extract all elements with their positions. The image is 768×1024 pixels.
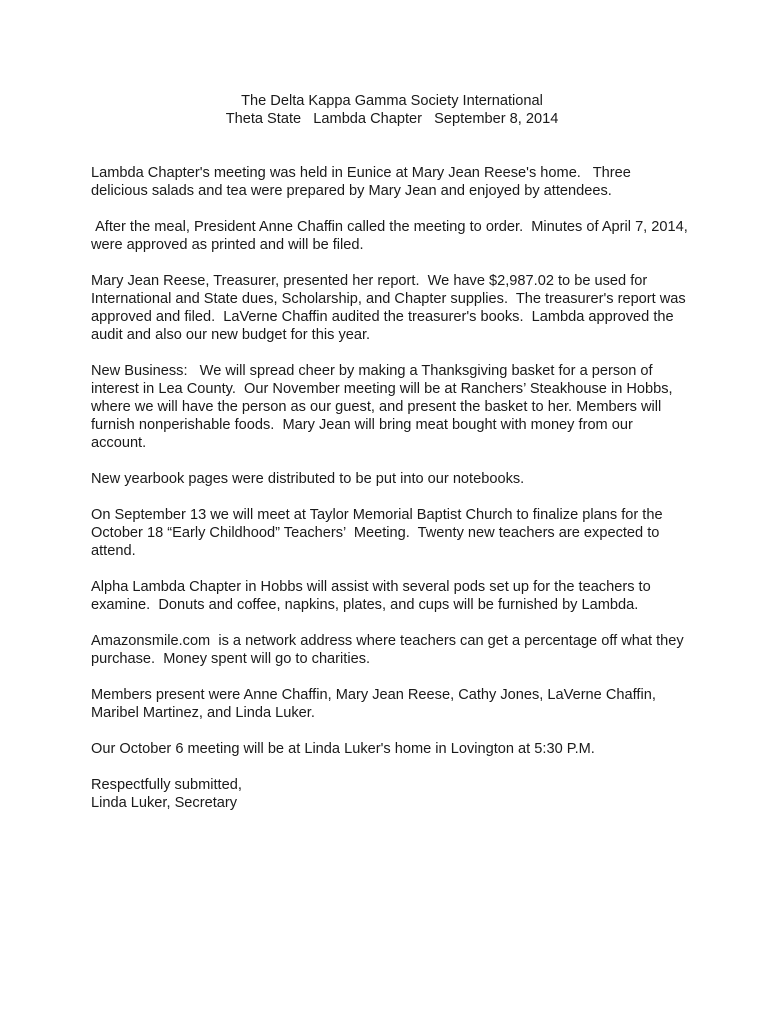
paragraph-call-to-order: After the meal, President Anne Chaffin called the meeting to order. Minutes of April 7, 2014, were approved as printed and will be filed. xyxy=(91,219,692,253)
paragraph-members-present: Members present were Anne Chaffin, Mary Jean Reese, Cathy Jones, LaVerne Chaffin, Maribel Martinez, and Linda Luker. xyxy=(91,687,660,721)
document-header xyxy=(91,92,693,128)
paragraph-amazonsmile: Amazonsmile.com is a network address where teachers can get a percentage off what they purchase. Money spent will go to charities. xyxy=(91,633,688,667)
closing-signature xyxy=(91,776,688,812)
paragraph-new-business: New Business: We will spread cheer by making a Thanksgiving basket for a person of interest in Lea County. Our November meeting will be at Ranchers’ Steakhouse in Hobbs, where we will have the person as our guest, and present the basket to her. Members will furnish nonperishable foods. Mary Jean will bring meat bought with money from our account. xyxy=(91,363,677,451)
paragraph-alpha-lambda: Alpha Lambda Chapter in Hobbs will assist with several pods set up for the teachers to examine. Donuts and coffee, napkins, plates, and cups will be furnished by Lambda. xyxy=(91,579,655,613)
secretary-signature: Linda Luker, Secretary xyxy=(91,795,238,811)
closing-salutation: Respectfully submitted, xyxy=(91,777,242,793)
minutes-body xyxy=(91,164,692,812)
paragraph-next-meeting: Our October 6 meeting will be at Linda Luker's home in Lovington at 5:30 P.M. xyxy=(91,741,595,757)
paragraph-september-meeting: On September 13 we will meet at Taylor Memorial Baptist Church to finalize plans for the October 18 “Early Childhood” Teachers’ Meeting. Twenty new teachers are expected to attend. xyxy=(91,507,667,559)
paragraph-meeting-location: Lambda Chapter's meeting was held in Eunice at Mary Jean Reese's home. Three delicious salads and tea were prepared by Mary Jean and enjoyed by attendees. xyxy=(91,165,635,199)
chapter-date-line: Theta State Lambda Chapter September 8, 2014 xyxy=(225,111,559,127)
paragraph-treasurer-report: Mary Jean Reese, Treasurer, presented her report. We have $2,987.02 to be used for International and State dues, Scholarship, and Chapter supplies. The treasurer's report was approved and filed. LaVerne Chaffin audited the treasurer's books. Lambda approved the audit and also our new budget for this year. xyxy=(91,273,690,343)
paragraph-yearbook: New yearbook pages were distributed to be put into our notebooks. xyxy=(91,471,525,487)
organization-title: The Delta Kappa Gamma Society International xyxy=(241,93,543,109)
